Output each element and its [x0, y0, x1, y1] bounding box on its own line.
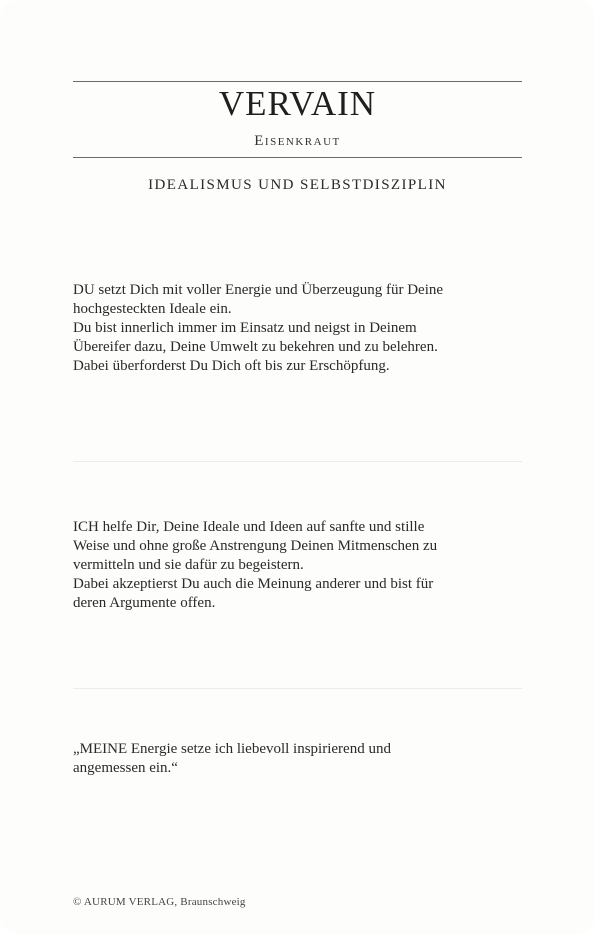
paragraph-line: DU setzt Dich mit voller Energie und Überzeugung für Deine — [73, 282, 444, 298]
quote-line: angemessen ein.“ — [73, 760, 178, 776]
paragraph-line: Dabei akzeptierst Du auch die Meinung anderer und bist für — [73, 576, 434, 592]
title-rule — [73, 157, 522, 158]
divider — [73, 688, 522, 689]
paragraph-du — [73, 281, 533, 376]
paragraph-line: Übereifer dazu, Deine Umwelt zu bekehren und zu belehren. — [73, 339, 438, 355]
top-rule — [73, 81, 522, 82]
paragraph-line: vermitteln und sie dafür zu begeistern. — [73, 557, 304, 573]
paragraph-line: Weise und ohne große Anstrengung Deinen Mitmenschen zu — [73, 538, 438, 554]
paragraph-line: Dabei überforderst Du Dich oft bis zur Erschöpfung. — [73, 358, 390, 374]
divider — [73, 461, 522, 462]
publisher-footer: © AURUM VERLAG, Braunschweig — [73, 896, 246, 908]
affirmation-quote — [73, 740, 533, 778]
paragraph-line: Du bist innerlich immer im Einsatz und neigst in Deinem — [73, 320, 417, 336]
card-subtitle: Eisenkraut — [254, 133, 341, 149]
paragraph-line: ICH helfe Dir, Deine Ideale und Ideen auf sanfte und stille — [73, 519, 425, 535]
paragraph-line: hochgesteckten Ideale ein. — [73, 301, 232, 317]
paragraph-line: deren Argumente offen. — [73, 595, 216, 611]
card-theme: IDEALISMUS UND SELBSTDISZIPLIN — [148, 177, 447, 193]
paragraph-ich — [73, 518, 533, 613]
card-title: VERVAIN — [218, 84, 377, 123]
quote-line: „MEINE Energie setze ich liebevoll inspirierend und — [73, 741, 391, 757]
